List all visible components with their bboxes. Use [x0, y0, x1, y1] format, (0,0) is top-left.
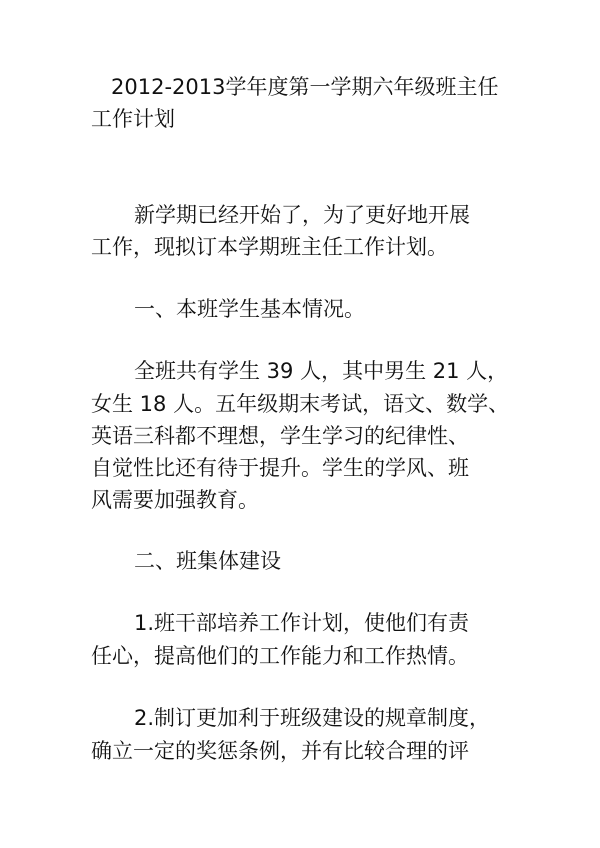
item1-line-2: 任心，提高他们的工作能力和工作热情。 [91, 644, 469, 668]
section-heading-1: 一、本班学生基本情况。 [134, 297, 365, 321]
section1-line-2: 女生 18 人。五年级期末考试，语文、数学、 [91, 392, 510, 416]
intro-line-2: 工作，现拟订本学期班主任工作计划。 [91, 235, 448, 259]
section-heading-2: 二、班集体建设 [134, 549, 281, 573]
item2-line-1: 2.制订更加利于班级建设的规章制度， [134, 706, 491, 730]
title-line-2: 工作计划 [91, 107, 175, 131]
section1-line-5: 风需要加强教育。 [91, 488, 259, 512]
section1-line-3: 英语三科都不理想，学生学习的纪律性、 [91, 424, 469, 448]
intro-line-1: 新学期已经开始了，为了更好地开展 [134, 203, 470, 227]
section1-line-4: 自觉性比还有待于提升。学生的学风、班 [91, 456, 469, 480]
section1-line-1: 全班共有学生 39 人，其中男生 21 人， [134, 359, 509, 383]
item1-line-1: 1.班干部培养工作计划，使他们有责 [134, 611, 470, 635]
title-line-1: 2012-2013学年度第一学期六年级班主任 [111, 75, 499, 99]
item2-line-2: 确立一定的奖惩条例，并有比较合理的评 [91, 739, 469, 763]
